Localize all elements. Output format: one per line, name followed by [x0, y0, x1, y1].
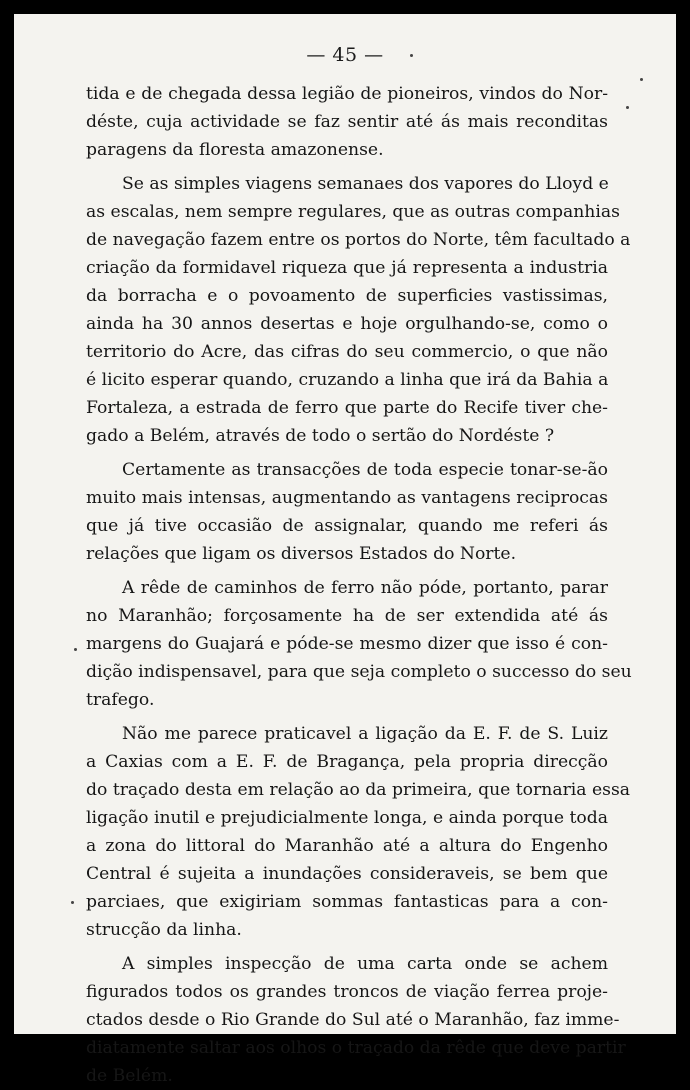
paper-speck — [410, 54, 413, 57]
text-line: de navegação fazem entre os portos do Norte, têm facultado a — [86, 230, 631, 250]
text-line: A simples inspecção de uma carta onde se achem — [122, 954, 608, 974]
paragraph — [86, 720, 631, 944]
document-page — [14, 14, 676, 1086]
text-line: trafego. — [86, 690, 155, 710]
text-line: territorio do Acre, das cifras do seu commercio, o que não — [86, 342, 608, 362]
text-line: parciaes, que exigiriam sommas fantasticas para a con- — [86, 892, 608, 912]
text-line: tida e de chegada dessa legião de pioneiros, vindos do Nor- — [86, 84, 608, 104]
text-line: ctados desde o Rio Grande do Sul até o Maranhão, faz imme- — [86, 1010, 620, 1030]
text-line: diatamente saltar aos olhos o traçado da rêde que deve partir — [86, 1038, 626, 1058]
text-line: do traçado desta em relação ao da primeira, que tornaria essa — [86, 780, 631, 800]
text-line: gado a Belém, através de todo o sertão do Nordéste ? — [86, 426, 555, 446]
text-line: paragens da floresta amazonense. — [86, 140, 384, 160]
text-line: da borracha e o povoamento de superficies vastissimas, — [86, 286, 608, 306]
page-number: — 45 — — [306, 44, 384, 66]
text-line: é licito esperar quando, cruzando a linha que irá da Bahia a — [86, 370, 609, 390]
text-line: de Belém. — [86, 1066, 173, 1086]
text-line: A rêde de caminhos de ferro não póde, portanto, parar — [122, 578, 608, 598]
paragraph — [86, 950, 626, 1090]
text-line: Fortaleza, a estrada de ferro que parte do Recife tiver che- — [86, 398, 608, 418]
text-line: margens do Guajará e póde-se mesmo dizer que isso é con- — [86, 634, 608, 654]
text-line: ligação inutil e prejudicialmente longa, e ainda porque toda — [86, 808, 608, 828]
text-line: strucção da linha. — [86, 920, 242, 940]
paragraph — [86, 170, 631, 450]
text-line: a zona do littoral do Maranhão até a altura do Engenho — [86, 836, 608, 856]
text-line: muito mais intensas, augmentando as vantagens reciprocas — [86, 488, 608, 508]
text-line: déste, cuja actividade se faz sentir até ás mais reconditas — [86, 112, 608, 132]
text-line: no Maranhão; forçosamente ha de ser extendida até ás — [86, 606, 608, 626]
paragraph — [86, 456, 608, 568]
text-line: Central é sujeita a inundações consideraveis, se bem que — [86, 864, 608, 884]
text-body — [86, 80, 632, 1090]
text-line: Certamente as transacções de toda especie tonar-se-ão — [122, 460, 608, 480]
paragraph — [86, 80, 608, 164]
paper-speck — [74, 648, 77, 651]
paragraph — [86, 574, 632, 714]
text-line: criação da formidavel riqueza que já representa a industria — [86, 258, 608, 278]
text-line: as escalas, nem sempre regulares, que as outras companhias — [86, 202, 620, 222]
text-line: ainda ha 30 annos desertas e hoje orgulhando-se, como o — [86, 314, 608, 334]
text-line: relações que ligam os diversos Estados do Norte. — [86, 544, 517, 564]
text-line: a Caxias com a E. F. de Bragança, pela propria direcção — [86, 752, 608, 772]
text-line: dição indispensavel, para que seja completo o successo do seu — [86, 662, 632, 682]
text-line: Se as simples viagens semanaes dos vapores do Lloyd e — [122, 174, 609, 194]
text-line: Não me parece praticavel a ligação da E. F. de S. Luiz — [122, 724, 608, 744]
text-line: figurados todos os grandes troncos de viação ferrea proje- — [86, 982, 608, 1002]
paper-speck — [71, 901, 74, 904]
text-line: que já tive occasião de assignalar, quando me referi ás — [86, 516, 608, 536]
paper-speck — [626, 106, 629, 109]
paper-speck — [640, 78, 643, 81]
